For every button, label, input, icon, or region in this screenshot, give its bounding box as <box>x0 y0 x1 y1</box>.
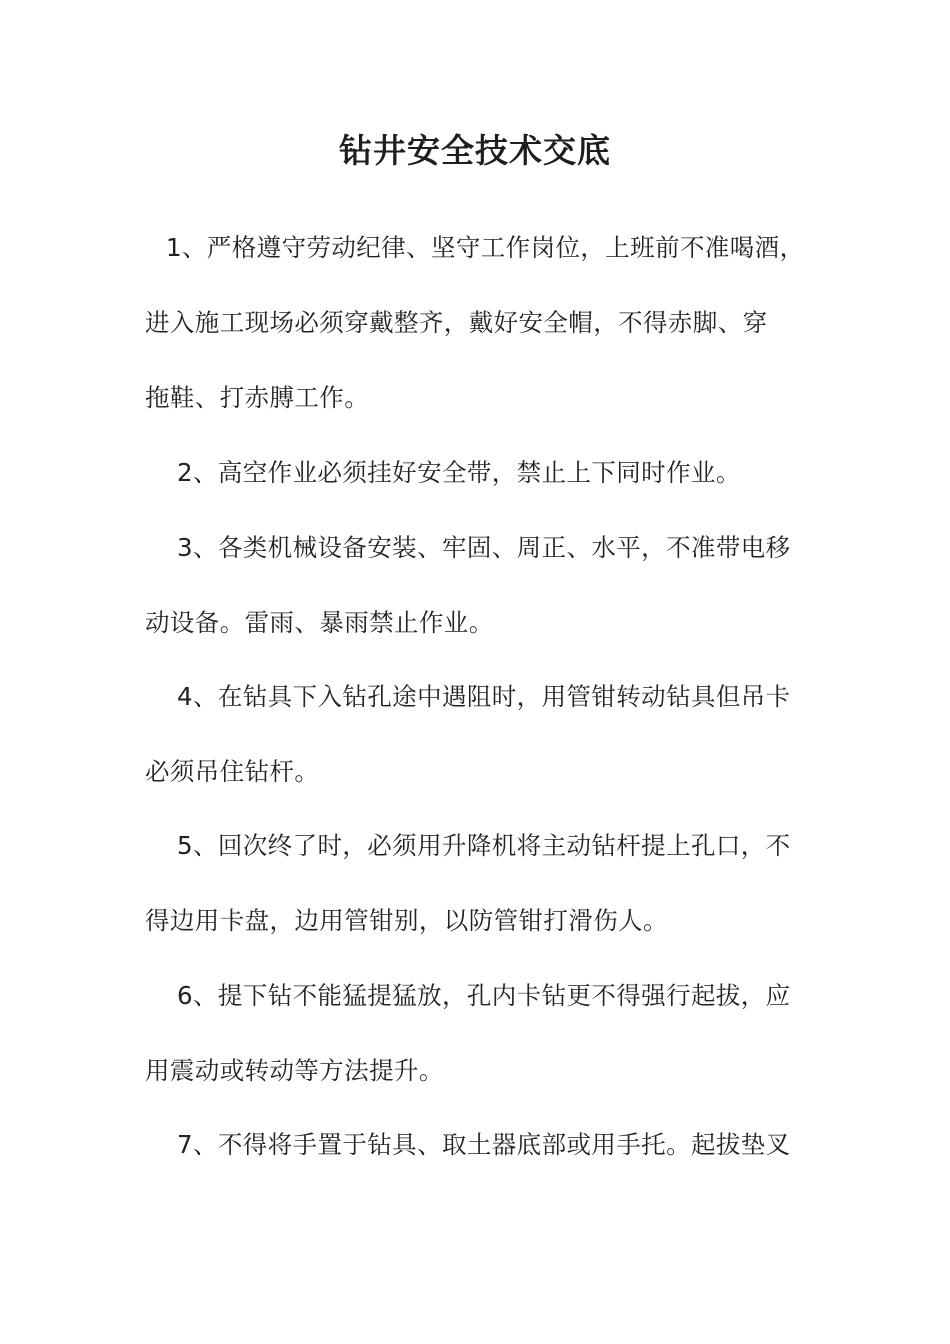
paragraph-line: 5、回次终了时，必须用升降机将主动钻杆提上孔口，不 <box>177 831 791 860</box>
paragraph-line: 拖鞋、打赤膊工作。 <box>145 383 370 412</box>
paragraph-line: 3、各类机械设备安装、牢固、周正、水平，不准带电移 <box>177 533 791 562</box>
document-title: 钻井安全技术交底 <box>339 131 611 170</box>
paragraph-line: 7、不得将手置于钻具、取土器底部或用手托。起拔垫叉 <box>177 1130 791 1159</box>
paragraph-line: 动设备。雷雨、暴雨禁止作业。 <box>145 608 494 637</box>
paragraph-line: 6、提下钻不能猛提猛放，孔内卡钻更不得强行起拔，应 <box>177 981 791 1010</box>
paragraph-line: 必须吊住钻杆。 <box>145 757 320 786</box>
paragraph-line: 2、高空作业必须挂好安全带，禁止上下同时作业。 <box>177 458 741 487</box>
paragraph-line: 4、在钻具下入钻孔途中遇阻时，用管钳转动钻具但吊卡 <box>177 682 791 711</box>
paragraph-line: 得边用卡盘，边用管钳别，以防管钳打滑伤人。 <box>145 906 668 935</box>
paragraph-line: 进入施工现场必须穿戴整齐，戴好安全帽，不得赤脚、穿 <box>145 308 768 337</box>
paragraph-line: 用震动或转动等方法提升。 <box>145 1056 444 1085</box>
paragraph-line: 1、严格遵守劳动纪律、坚守工作岗位，上班前不准喝酒， <box>166 233 805 262</box>
